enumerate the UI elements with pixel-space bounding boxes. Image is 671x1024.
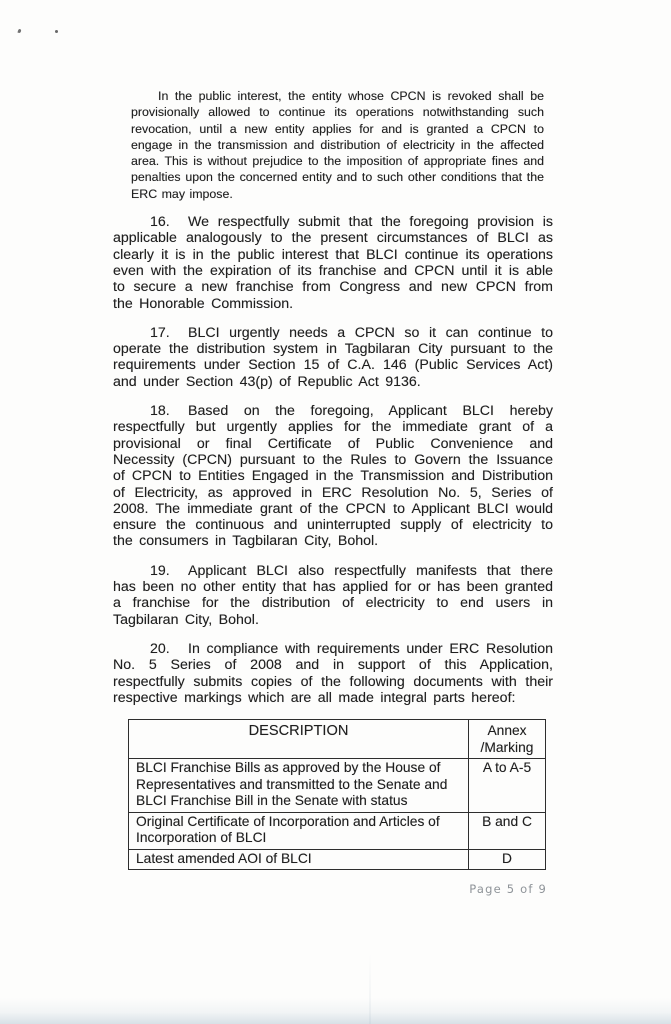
scan-crease-artifact [369,954,371,1024]
paragraph-number: 19. [150,562,170,579]
block-quote: In the public interest, the entity whose CPCN is revoked shall be provisionally allowed to continue its operations notwithstanding such revocation, until a new entity applies for and is granted a CPCN to engage in the transmission and distribution of electricity in the affected area. This is without prejudice to the imposition of appropriate fines and penalties upon the concerned entity and to such other conditions that the ERC may impose. [131,89,544,201]
paragraph-text: BLCI urgently needs a CPCN so it can continue to operate the distribution system in Tagbilaran City pursuant to the requirements under Section 15 of C.A. 146 (Public Services Act) and under Section 43(p) of Republic Act 9136. [113,324,553,390]
column-header-description: DESCRIPTION [129,720,469,759]
paragraph-text: Applicant BLCI also respectfully manifests that there has been no other entity that has applied for or has been granted a franchise for the distribution of electricity to end users in Tagbilaran City, Bohol. [113,562,553,628]
table-header-row [129,720,546,759]
paragraph-number: 17. [150,324,170,341]
ink-speck [17,29,21,34]
table-row [129,812,546,849]
cell-marking: D [469,849,546,870]
scan-edge-shadow [0,998,671,1024]
paragraph-16 [113,214,553,312]
cell-description: Original Certificate of Incorporation and Articles of Incorporation of BLCI [129,812,469,849]
paragraph-number: 20. [150,640,170,657]
paragraph-number: 18. [150,403,170,420]
paragraph-17 [113,325,553,390]
ink-speck [55,30,58,33]
paragraph-text: We respectfully submit that the foregoing provision is applicable analogously to the present circumstances of BLCI as clearly it is in the public interest that BLCI continue its operations even with the expiration of its franchise and CPCN until it is able to secure a new franchise from Congress and new CPCN from the Honorable Commission. [113,214,553,312]
cell-marking: A to A-5 [469,759,546,813]
column-header-marking: Annex /Marking [469,720,546,759]
paragraph-text: Based on the foregoing, Applicant BLCI hereby respectfully but urgently applies for the immediate grant of a provisional or final Certificate of Public Convenience and Necessity (CPCN) pursuant to the Rules to Govern the Issuance of CPCN to Entities Engaged in the Transmission and Distribution of Electricity, as approved in ERC Resolution No. 5, Series of 2008. The immediate grant of the CPCN to Applicant BLCI would ensure the continuous and uninterrupted supply of electricity to the consumers in Tagbilaran City, Bohol. [113,403,553,550]
paragraph-19 [113,563,553,628]
document-body [113,88,553,896]
paragraph-18 [113,403,553,550]
cell-description: BLCI Franchise Bills as approved by the House of Representatives and transmitted to the Senate and BLCI Franchise Bill in the Senate with status [129,759,469,813]
paragraph-number: 16. [150,214,170,231]
paragraph-20 [113,641,553,706]
page-number: Page 5 of 9 [469,882,547,897]
cell-marking: B and C [469,812,546,849]
table-row [129,759,546,813]
table-row [129,849,546,870]
paragraph-text: In compliance with requirements under ERC Resolution No. 5 Series of 2008 and in support of this Application, respectfully submits copies of the following documents with their respective markings which are all made integral parts hereof: [113,640,553,706]
cell-description: Latest amended AOI of BLCI [129,849,469,870]
annex-table [128,719,546,870]
